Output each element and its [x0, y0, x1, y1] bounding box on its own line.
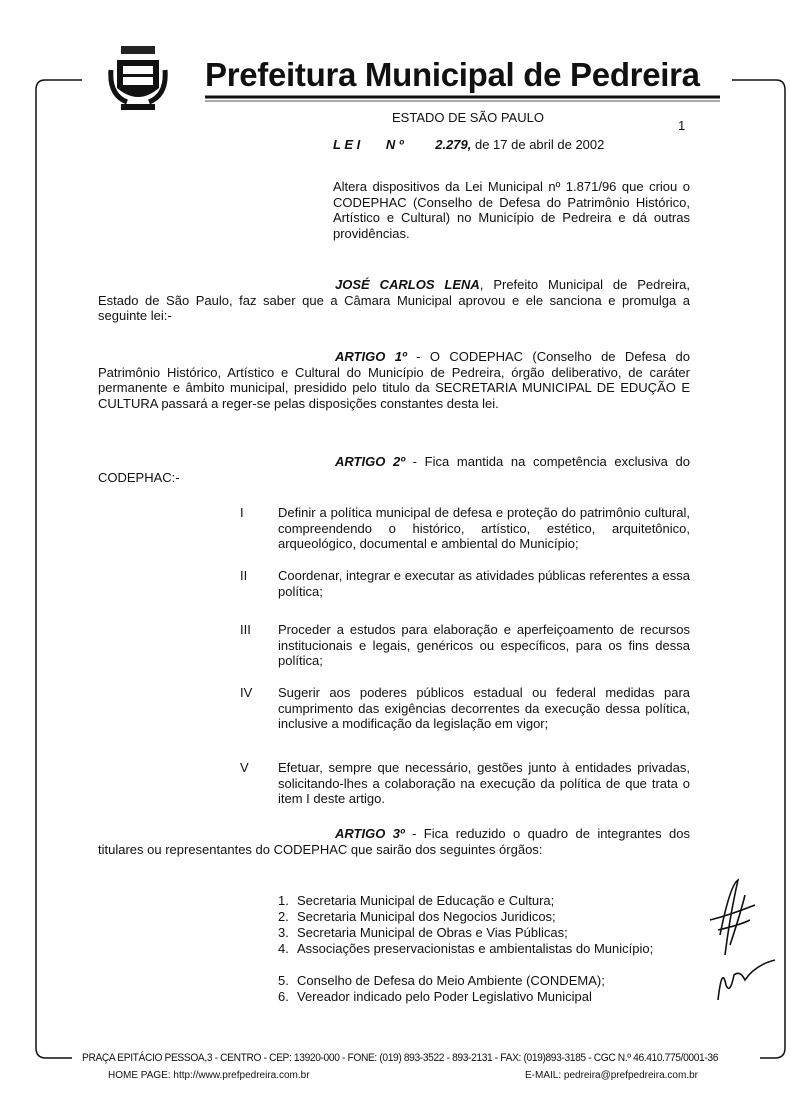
article-text: - Fica reduzido o quadro de integrantes dos titulares ou representantes do CODEPHAC que sairão dos seguintes órgãos: — [98, 826, 690, 857]
article-2 — [98, 454, 690, 485]
item-numeral: IV — [240, 685, 253, 700]
item-text: Secretaria Municipal de Obras e Vias Públicas; — [297, 925, 568, 940]
mayor-name: JOSÉ CARLOS LENA — [335, 277, 480, 292]
item-number: 5. — [278, 973, 289, 988]
item-text: Secretaria Municipal dos Negocios Juridicos; — [297, 909, 556, 924]
article-3 — [98, 826, 690, 857]
handwritten-signature — [700, 875, 785, 1010]
item-numeral: III — [240, 622, 251, 637]
ementa: Altera dispositivos da Lei Municipal nº 1.871/96 que criou o CODEPHAC (Conselho de Defesa do Patrimônio Histórico, Artístico e Cultural) no Município de Pedreira e dá outras providências. — [333, 179, 690, 241]
header-title: Prefeitura Municipal de Pedreira — [205, 56, 700, 93]
item-number: 4. — [278, 941, 289, 956]
item-numeral: I — [240, 505, 244, 520]
article-label: ARTIGO 1º — [335, 349, 407, 364]
municipal-crest-logo — [107, 40, 169, 115]
footer-homepage: HOME PAGE: http://www.prefpedreira.com.br — [108, 1070, 310, 1081]
article-2-item — [240, 685, 690, 732]
organ-list-item — [278, 893, 690, 908]
item-text: Vereador indicado pelo Poder Legislativo Municipal — [297, 989, 592, 1004]
item-text: Associações preservacionistas e ambientalistas do Município; — [297, 941, 654, 956]
item-number: 6. — [278, 989, 289, 1004]
item-numeral: V — [240, 760, 249, 775]
article-2-item — [240, 568, 690, 599]
law-date: de 17 de abril de 2002 — [471, 137, 605, 152]
article-2-item — [240, 622, 690, 669]
item-number: 1. — [278, 893, 289, 908]
item-text: Sugerir aos poderes públicos estadual ou federal medidas para cumprimento das exigências decorrentes da execução dessa política, inclusive a modificação da legislação em vigor; — [278, 685, 690, 732]
item-text: Conselho de Defesa do Meio Ambiente (CONDEMA); — [297, 973, 605, 988]
organ-list-item — [278, 909, 690, 924]
article-label: ARTIGO 3º — [335, 826, 405, 841]
article-1 — [98, 349, 690, 411]
item-text: Definir a política municipal de defesa e proteção do patrimônio cultural, compreendendo o histórico, artístico, estético, arquitetônico, arqueológico, documental e ambiental do Município; — [278, 505, 690, 552]
organ-list-item — [278, 989, 690, 1004]
item-text: Proceder a estudos para elaboração e aperfeiçoamento de recursos institucionais e legais, genéricos ou específicos, para os fins dessa política; — [278, 622, 690, 669]
article-2-item — [240, 760, 690, 807]
organ-list-item — [278, 925, 690, 940]
footer-address: PRAÇA EPITÁCIO PESSOA,3 - CENTRO - CEP: 13920-000 - FONE: (019) 893-3522 - 893-2131 - FAX: (019)893-3185 - CGC N.º 46.410.775/0001-36 — [82, 1052, 719, 1064]
article-text: - O CODEPHAC (Conselho de Defesa do Patrimônio Histórico, Artístico e Cultural do Município de Pedreira, órgão deliberativo, de caráter permanente e âmbito municipal, presidido pelo titulo da SECRETARIA MUNICIPAL DE EDUÇÃO E CULTURA passará a reger-se pelas disposições constantes desta lei. — [98, 349, 690, 411]
item-number: 2. — [278, 909, 289, 924]
law-label: L E I — [333, 137, 361, 152]
preamble — [98, 277, 690, 324]
item-text: Secretaria Municipal de Educação e Cultura; — [297, 893, 555, 908]
law-number-label: N º — [385, 137, 404, 152]
organ-list-item — [278, 941, 690, 956]
preamble-text: , Prefeito Municipal de Pedreira, Estado de São Paulo, faz saber que a Câmara Municipal aprovou e ele sanciona e promulga a seguinte lei:- — [98, 277, 690, 324]
article-2-item — [240, 505, 690, 552]
footer-email: E-MAIL: pedreira@prefpedreira.com.br — [525, 1070, 698, 1081]
item-text: Efetuar, sempre que necessário, gestões junto à entidades privadas, solicitando-lhes a colaboração na execução da política de que trata o item I deste artigo. — [278, 760, 690, 807]
article-label: ARTIGO 2º — [335, 454, 405, 469]
article-text: - Fica mantida na competência exclusiva do CODEPHAC:- — [98, 454, 690, 485]
item-number: 3. — [278, 925, 289, 940]
law-number: 2.279, — [435, 137, 472, 152]
page-number: 1 — [678, 118, 686, 133]
item-numeral: II — [240, 568, 248, 583]
law-heading — [333, 137, 604, 152]
item-text: Coordenar, integrar e executar as atividades públicas referentes a essa política; — [278, 568, 690, 599]
organ-list-item — [278, 973, 690, 988]
header-state: ESTADO DE SÃO PAULO — [392, 110, 544, 125]
